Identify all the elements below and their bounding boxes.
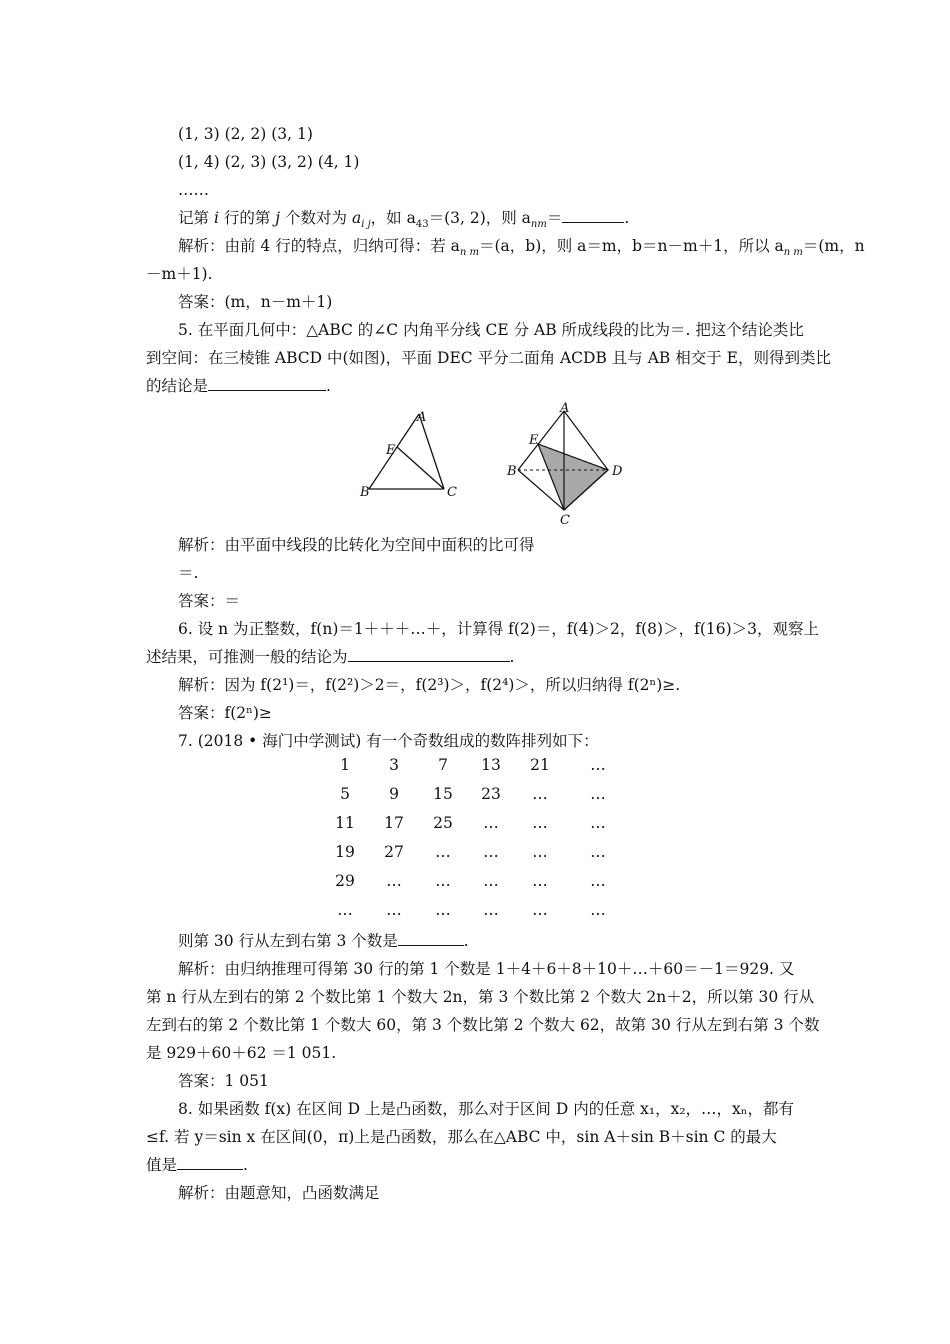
array-cell: 25 xyxy=(433,814,453,832)
q4-text-7: . xyxy=(624,209,630,227)
q5-line3 xyxy=(146,376,331,396)
q5-line3-end: . xyxy=(326,377,331,395)
q4-var-i: i xyxy=(213,209,219,227)
q4-jiexi-sub-1: n m xyxy=(459,247,479,259)
q7-line1: 7. (2018 • 海门中学测试) 有一个奇数组成的数阵排列如下： xyxy=(178,732,599,750)
array-cell: 27 xyxy=(384,843,404,861)
array-cell: … xyxy=(435,872,451,890)
array-cell: … xyxy=(532,901,548,919)
q4-question xyxy=(178,208,629,235)
q8-line3-text: 值是 xyxy=(146,1156,178,1174)
pairs-row-3: (1, 3) (2, 2) (3, 1) xyxy=(178,125,313,143)
q4-var-j: j xyxy=(275,209,281,227)
q4-sub-43: 43 xyxy=(415,219,429,231)
q6-jiexi: 解析：因为 f(2¹)＝，f(2²)＞2＝，f(2³)＞，f(2⁴)＞，所以归纳得 f(2ⁿ)≥. xyxy=(178,676,681,694)
q7-question-text: 则第 30 行从左到右第 3 个数是 xyxy=(178,932,398,950)
q5-answer: 答案：＝ xyxy=(178,592,241,610)
q4-answer: 答案：(m，n－m＋1) xyxy=(178,293,333,311)
q4-text-3: 个数对为 xyxy=(280,209,352,227)
q5-jiexi-line2: ＝. xyxy=(178,564,199,582)
array-cell: … xyxy=(435,843,451,861)
array-cell: … xyxy=(435,901,451,919)
tri-label-e: E xyxy=(386,443,396,458)
q4-jiexi-line1 xyxy=(178,236,865,263)
q4-answer-blank[interactable] xyxy=(562,208,624,223)
array-cell: … xyxy=(590,843,606,861)
q8-line3-end: . xyxy=(243,1156,248,1174)
q6-answer-blank[interactable] xyxy=(348,647,510,662)
array-cell: … xyxy=(532,872,548,890)
array-cell: 15 xyxy=(433,785,453,803)
tri-label-c: C xyxy=(447,485,457,500)
q4-var-a: a xyxy=(351,209,362,227)
q7-jiexi-line2: 第 n 行从左到右的第 2 个数比第 1 个数大 2n，第 3 个数比第 2 个数大 2n＋2，所以第 30 行从 xyxy=(146,988,815,1006)
q5-line2: 到空间：在三棱锥 ABCD 中(如图)，平面 DEC 平分二面角 ACDB 且与 AB 相交于 E，则得到类比 xyxy=(146,349,831,367)
q7-question-end: . xyxy=(463,932,469,950)
q4-text-1: 记第 xyxy=(178,209,214,227)
q8-answer-blank[interactable] xyxy=(177,1155,243,1170)
array-cell: 1 xyxy=(340,756,350,774)
array-cell: … xyxy=(590,901,606,919)
array-cell: 9 xyxy=(389,785,399,803)
q7-answer: 答案：1 051 xyxy=(178,1072,269,1090)
array-cell: … xyxy=(337,901,353,919)
q7-jiexi-line3: 左到右的第 2 个数比第 1 个数大 60，第 3 个数比第 2 个数大 62，故第 30 行从左到右第 3 个数 xyxy=(146,1016,820,1034)
array-cell: … xyxy=(590,814,606,832)
array-cell: 17 xyxy=(384,814,404,832)
q7-jiexi-line4: 是 929＋60＋62 ＝1 051. xyxy=(146,1044,337,1062)
tet-label-e: E xyxy=(529,433,539,448)
q6-line1: 6. 设 n 为正整数，f(n)＝1＋＋＋…＋，计算得 f(2)＝，f(4)＞2，f(8)＞，f(16)＞3，观察上 xyxy=(178,620,820,638)
array-cell: … xyxy=(532,843,548,861)
q4-jiexi-text-2: ＝(a，b)，则 a＝m，b＝n－m＋1，所以 a xyxy=(479,237,784,255)
tet-plane-dec xyxy=(538,444,608,510)
q7-jiexi-line1: 解析：由归纳推理可得第 30 行的第 1 个数是 1＋4＋6＋8＋10＋…＋60＝－1＝929. 又 xyxy=(178,960,795,978)
q5-line3-text: 的结论是 xyxy=(146,377,209,395)
q4-text-2: 行的第 xyxy=(218,209,276,227)
tri-label-b: B xyxy=(360,485,370,500)
q8-jiexi: 解析：由题意知，凸函数满足 xyxy=(178,1184,380,1202)
array-cell: … xyxy=(386,872,402,890)
q4-jiexi-text-1: 解析：由前 4 行的特点，归纳可得：若 a xyxy=(178,237,460,255)
q4-sub-ij: i j xyxy=(361,219,371,231)
q6-line2-text: 述结果，可推测一般的结论为 xyxy=(146,648,348,666)
q6-line2 xyxy=(146,647,514,667)
array-cell: … xyxy=(483,872,499,890)
tet-label-b: B xyxy=(507,464,517,479)
q4-jiexi-text-3: ＝(m，n xyxy=(802,237,865,255)
tri-label-a: A xyxy=(417,410,427,425)
array-cell: 7 xyxy=(438,756,448,774)
array-cell: 3 xyxy=(389,756,399,774)
q4-jiexi-sub-2: n m xyxy=(783,247,803,259)
array-cell: 29 xyxy=(335,872,355,890)
array-cell: … xyxy=(483,814,499,832)
pairs-ellipsis: …… xyxy=(178,181,209,199)
array-cell: 19 xyxy=(335,843,355,861)
tetrahedron-figure xyxy=(500,398,635,528)
triangle-figure xyxy=(355,405,480,505)
tet-label-a: A xyxy=(560,401,570,416)
array-cell: 21 xyxy=(530,756,550,774)
q4-text-6: ＝ xyxy=(546,209,563,227)
array-cell: … xyxy=(386,901,402,919)
pairs-row-4: (1, 4) (2, 3) (3, 2) (4, 1) xyxy=(178,153,360,171)
array-cell: 23 xyxy=(481,785,501,803)
array-cell: … xyxy=(532,785,548,803)
q8-line3 xyxy=(146,1155,248,1175)
q6-answer: 答案：f(2ⁿ)≥ xyxy=(178,704,272,722)
q7-answer-blank[interactable] xyxy=(398,931,464,946)
array-cell: 11 xyxy=(335,814,355,832)
q5-answer-blank[interactable] xyxy=(208,376,326,391)
q5-line1: 5. 在平面几何中：△ABC 的∠C 内角平分线 CE 分 AB 所成线段的比为＝. 把这个结论类比 xyxy=(178,321,804,339)
q8-line1: 8. 如果函数 f(x) 在区间 D 上是凸函数，那么对于区间 D 内的任意 x₁，x₂，…，xₙ，都有 xyxy=(178,1100,794,1118)
q4-text-4: ，如 a xyxy=(370,209,416,227)
q5-jiexi-line1: 解析：由平面中线段的比转化为空间中面积的比可得 xyxy=(178,536,535,554)
tet-label-d: D xyxy=(612,464,623,479)
array-cell: … xyxy=(590,756,606,774)
q7-question xyxy=(178,931,469,951)
array-cell: … xyxy=(590,785,606,803)
tet-label-c: C xyxy=(560,513,570,528)
array-cell: … xyxy=(590,872,606,890)
array-cell: … xyxy=(483,843,499,861)
q6-line2-end: . xyxy=(509,648,515,666)
q4-jiexi-line2: －m＋1). xyxy=(146,265,213,283)
array-cell: … xyxy=(532,814,548,832)
array-cell: … xyxy=(483,901,499,919)
q8-line2: ≤f. 若 y＝sin x 在区间(0，π)上是凸函数，那么在△ABC 中，sin A＋sin B＋sin C 的最大 xyxy=(146,1128,777,1146)
array-cell: 13 xyxy=(481,756,501,774)
array-cell: 5 xyxy=(340,785,350,803)
q4-text-5: ＝(3, 2)，则 a xyxy=(428,209,531,227)
q4-sub-nm: nm xyxy=(530,219,547,231)
